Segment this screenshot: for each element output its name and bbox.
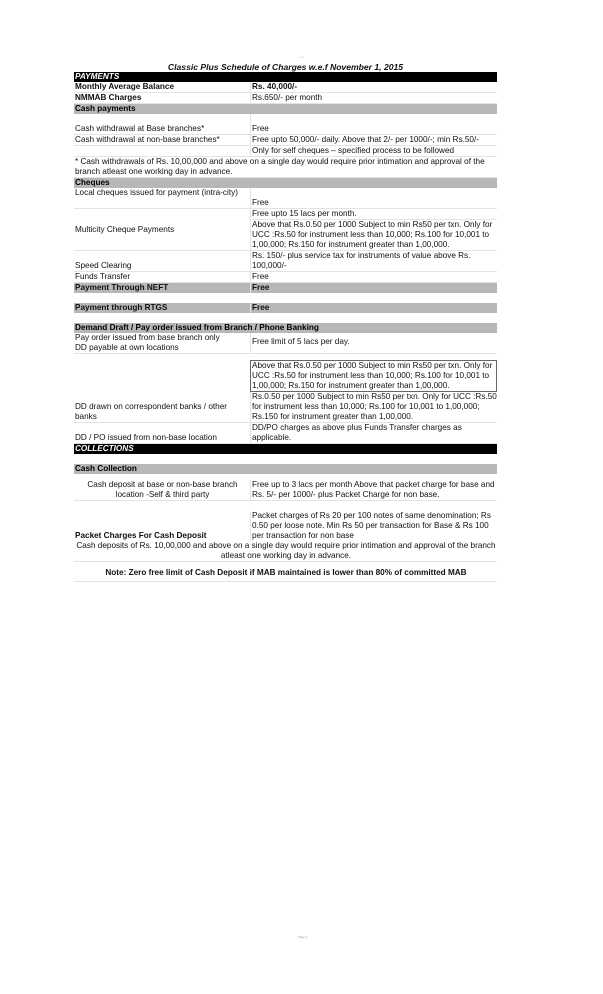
cw-nonbase-value: Free upto 50,000/- daily. Above that 2/- per 1000/-; min Rs.50/-: [250, 135, 497, 145]
packet-value: Packet charges of Rs 20 per 100 notes of same denomination; Rs 0.50 per loose note. Min Rs 50 per transaction for Base & Rs 100 per transaction for non base: [250, 511, 497, 541]
table-row: [74, 157, 497, 178]
po-base-value: Free limit of 5 lacs per day.: [250, 333, 497, 353]
section-collections: COLLECTIONS: [74, 444, 497, 454]
charges-sheet: [74, 62, 497, 582]
nmmab-value: Rs.650/- per month: [250, 93, 497, 103]
multicity-value-above: Above that Rs.0.50 per 1000 Subject to min Rs50 per txn. Only for UCC :Rs.50 for instrument less than 10,000; Rs.100 for 10,001 to 1,00,000; Rs.150 for instrument greater than 1,00,000.: [252, 220, 493, 249]
section-cheques: Cheques: [74, 178, 497, 188]
table-row: [74, 423, 497, 444]
po-base-label: Pay order issued from base branch only: [75, 333, 220, 342]
speed-clearing-label: Speed Clearing: [75, 261, 132, 270]
self-cheque-note: Only for self cheques – specified process to be followed: [250, 146, 497, 156]
section-demand-draft: Demand Draft / Pay order issued from Branch / Phone Banking: [74, 323, 497, 333]
table-row: [74, 135, 497, 146]
local-cheques-label: Local cheques issued for payment (intra-city): [75, 188, 238, 197]
dd-nonbase-label: DD / PO issued from non-base location: [75, 433, 217, 442]
multicity-label: Multicity Cheque Payments: [75, 224, 175, 234]
table-row: [74, 568, 497, 582]
table-row: [74, 541, 497, 562]
cash-deposit-label: Cash deposit at base or non-base branch location -Self & third party: [87, 480, 238, 499]
local-cheques-value: Free: [250, 188, 497, 208]
rtgs-value: Free: [250, 303, 497, 313]
mab-label: Monthly Average Balance: [75, 82, 175, 91]
dd-corr-label: DD drawn on correspondent banks / other banks: [75, 402, 228, 421]
table-row: [74, 272, 497, 283]
dd-nonbase-value: DD/PO charges as above plus Funds Transfer charges as applicable.: [250, 423, 497, 443]
dd-corr-value: Rs.0.50 per 1000 Subject to min Rs50 per txn. Only for UCC :Rs.50 for instrument less than 10,000; Rs.100 for 10,001 to 1,00,000; Rs.150 for instrument greater than 1,00,000.: [252, 392, 497, 421]
table-row: [74, 114, 497, 135]
table-row: [74, 480, 497, 501]
page-title: Classic Plus Schedule of Charges w.e.f November 1, 2015: [167, 62, 404, 72]
table-row: [74, 146, 497, 157]
mab-value: Rs. 40,000/-: [250, 82, 497, 92]
cash-deposit-footnote: Cash deposits of Rs. 10,00,000 and above on a single day would require prior intimation and approval of the branch atleast one working day in advance.: [76, 541, 496, 560]
table-row: [74, 360, 497, 392]
dd-own-label: DD payable at own locations: [75, 343, 179, 352]
table-row: [74, 82, 497, 93]
section-payments: PAYMENTS: [74, 72, 497, 82]
section-cash-payments: Cash payments: [74, 104, 497, 114]
table-row: [74, 251, 497, 272]
multicity-value-free: Free upto 15 lacs per month.: [252, 209, 497, 220]
page-header-mark: • • •: [299, 55, 304, 59]
table-row: [74, 188, 497, 209]
table-row: [74, 93, 497, 104]
table-row: [74, 283, 497, 293]
table-row: [74, 303, 497, 313]
table-row: [74, 209, 497, 251]
table-row: [74, 392, 497, 423]
table-row: [74, 511, 497, 541]
section-cash-collection: Cash Collection: [74, 464, 497, 474]
page-footer-mark: Page 1: [298, 935, 308, 939]
cw-base-value: Free: [250, 114, 497, 134]
rtgs-label: Payment through RTGS: [75, 303, 168, 312]
funds-transfer-value: Free: [250, 272, 497, 282]
cash-withdrawal-footnote: * Cash withdrawals of Rs. 10,00,000 and above on a single day would require prior intimation and approval of the branch atleast one working day in advance.: [75, 157, 485, 176]
funds-transfer-label: Funds Transfer: [75, 272, 131, 281]
cw-base-label: Cash withdrawal at Base branches*: [75, 124, 205, 133]
dd-own-value: Above that Rs.0.50 per 1000 Subject to min Rs50 per txn. Only for UCC :Rs.50 for instrument less than 10,000; Rs.100 for 10,001 to 1,00,000; Rs.150 for instrument greater than 1,00,000.: [250, 360, 497, 392]
table-row: [74, 333, 497, 354]
cash-deposit-value: Free up to 3 lacs per month Above that packet charge for base and Rs. 5/- per 1000/- plus Packet Charge for non base.: [250, 480, 497, 500]
nmmab-label: NMMAB Charges: [75, 93, 142, 102]
neft-value: Free: [250, 283, 497, 293]
neft-label: Payment Through NEFT: [75, 283, 169, 292]
packet-label: Packet Charges For Cash Deposit: [75, 531, 207, 540]
speed-clearing-value: Rs. 150/- plus service tax for instruments of value above Rs. 100,000/-: [250, 251, 497, 271]
cw-nonbase-label: Cash withdrawal at non-base branches*: [75, 135, 220, 144]
zero-limit-note: Note: Zero free limit of Cash Deposit if MAB maintained is lower than 80% of committed MAB: [105, 568, 467, 577]
